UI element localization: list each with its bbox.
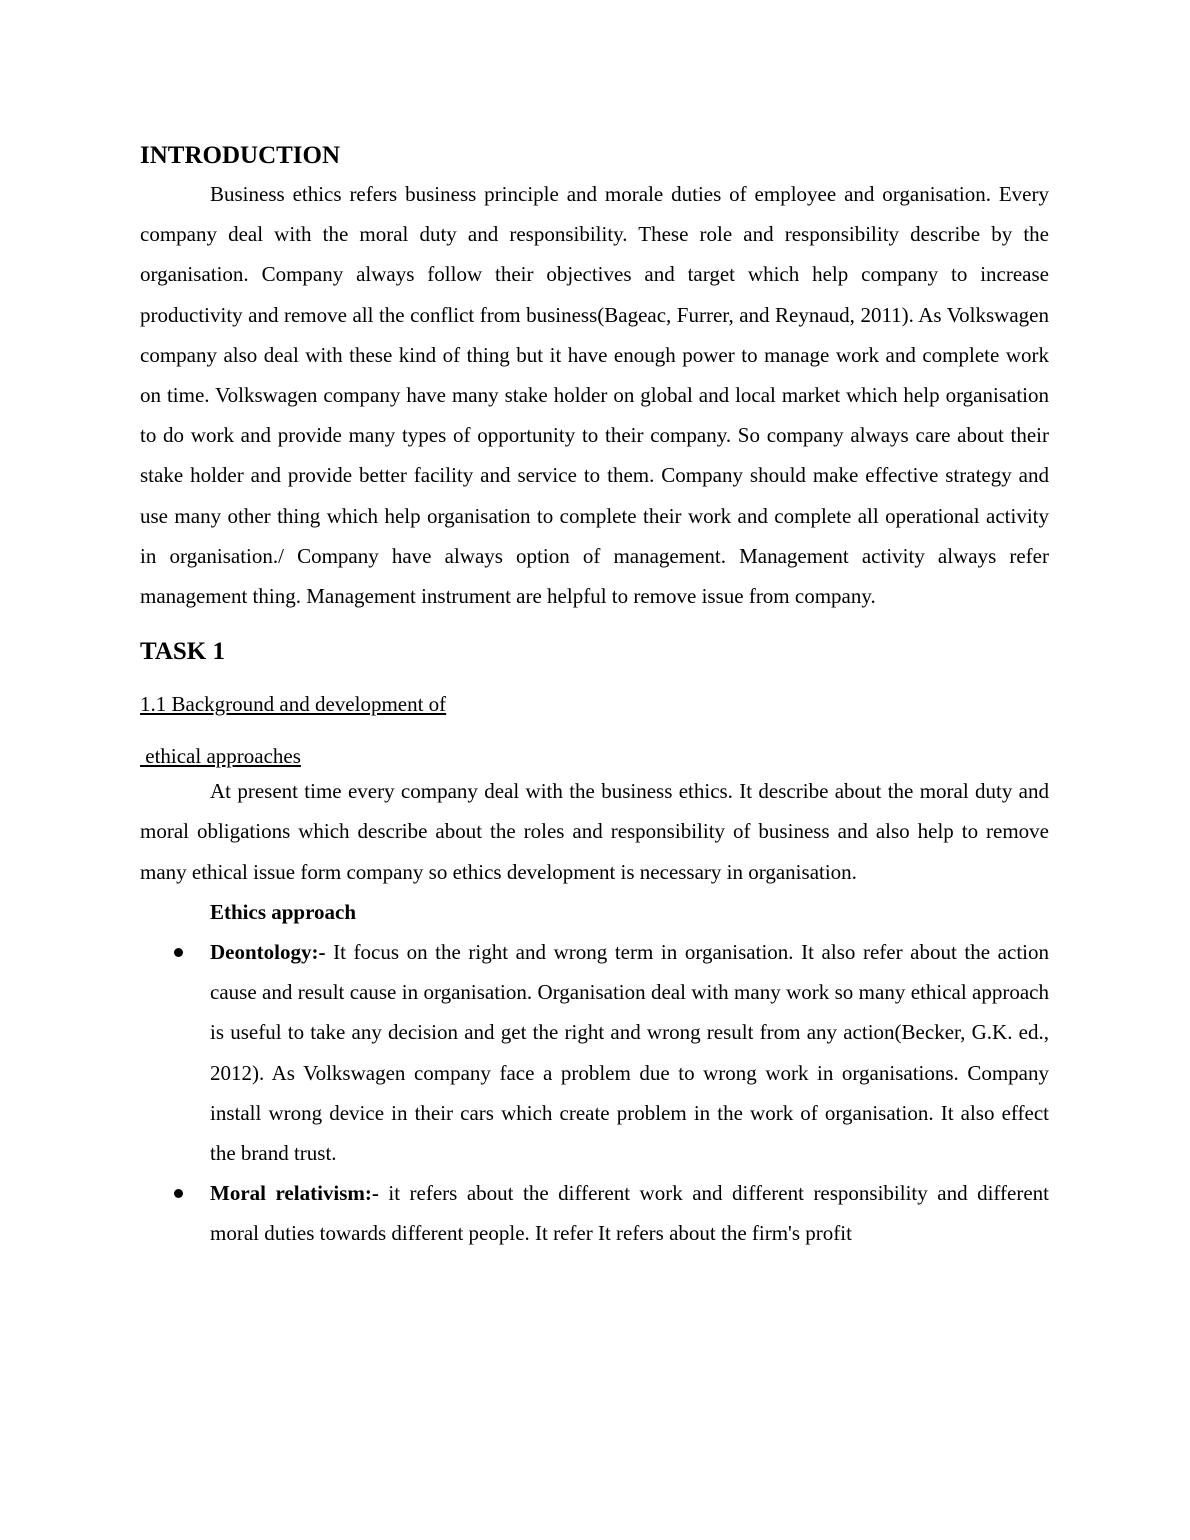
task-1-heading: TASK 1 [140, 638, 225, 666]
section-1-1-heading-line-2: ethical approaches [140, 744, 301, 769]
ethics-background-paragraph: At present time every company deal with the business ethics. It describe about the moral duty and moral obligations which describe about the roles and responsibility of business and also help to remove many ethical issue form company so ethics development is necessary in organisation. [140, 779, 1049, 884]
list-item-moral-relativism [140, 1173, 1049, 1253]
moral-relativism-text: it refers about the different work and different responsibility and different moral duties towards different people. It refer It refers about the firm's profit [210, 1181, 1049, 1246]
deontology-term: Deontology:- [210, 940, 326, 965]
introduction-heading: INTRODUCTION [140, 142, 341, 169]
moral-relativism-term: Moral relativism:- [210, 1181, 379, 1206]
introduction-paragraph: Business ethics refers business principle and morale duties of employee and organisation. Every company deal with the moral duty and responsibility. These role and responsibility describe by the organisation. Company always follow their objectives and target which help company to increase productivity and remove all the conflict from business(Bageac, Furrer, and Reynaud, 2011). As Volkswagen company also deal with these kind of thing but it have enough power to manage work and complete work on time. Volkswagen company have many stake holder on global and local market which help organisation to do work and provide many types of opportunity to their company. So company always care about their stake holder and provide better facility and service to them. Company should make effective strategy and use many other thing which help organisation to complete their work and complete all operational activity in organisation./ Company have always option of management. Management activity always refer management thing. Management instrument are helpful to remove issue from company. [140, 182, 1049, 609]
deontology-text: It focus on the right and wrong term in organisation. It also refer about the action cause and result cause in organisation. Organisation deal with many work so many ethical approach is useful to take any decision and get the right and wrong result from any action(Becker, G.K. ed., 2012). As Volkswagen company face a problem due to wrong work in organisations. Company install wrong device in their cars which create problem in the work of organisation. It also effect the brand trust. [210, 940, 1049, 1166]
document-page [140, 138, 1049, 1254]
bullet-icon [174, 948, 183, 957]
section-1-1-heading-line-1: 1.1 Background and development of [140, 692, 447, 717]
ethics-approach-title: Ethics approach [210, 899, 357, 924]
list-item-deontology [140, 932, 1049, 1173]
bullet-icon [174, 1189, 183, 1198]
ethics-approach-list [140, 932, 1049, 1254]
